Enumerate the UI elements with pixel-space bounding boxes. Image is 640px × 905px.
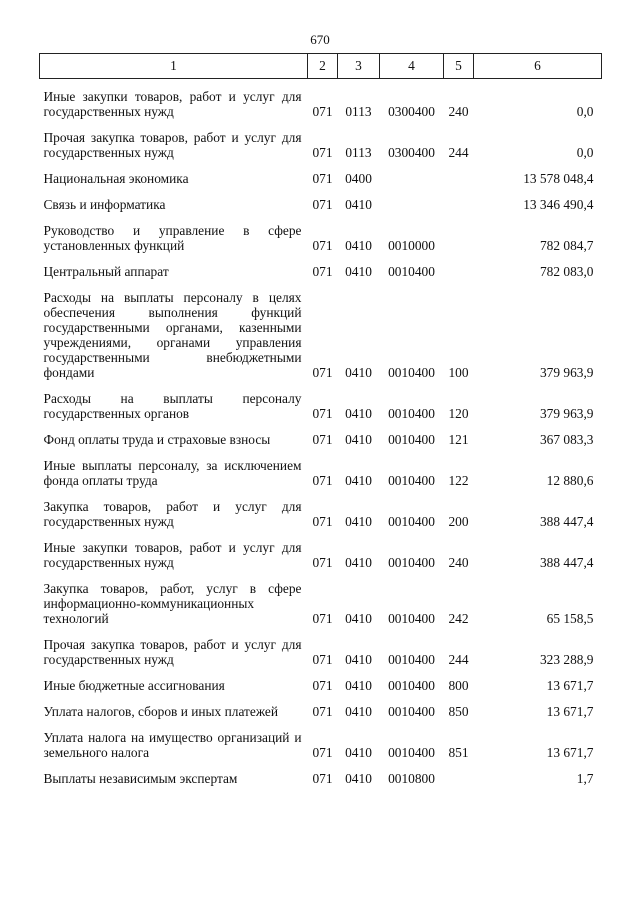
row-name: Руководство и управление в сфере установленных функций <box>43 223 302 253</box>
header-col-1: 1 <box>40 54 308 79</box>
row-code-4: 0010800 <box>388 771 435 786</box>
row-code-4 <box>380 189 444 215</box>
row-amount: 13 346 490,4 <box>523 197 594 212</box>
table-row <box>40 189 602 215</box>
row-amount: 367 083,3 <box>539 432 594 447</box>
page-number: 670 <box>310 32 330 47</box>
row-code-4: 0010400 <box>388 555 435 570</box>
table-row <box>40 532 602 573</box>
table-row <box>40 383 602 424</box>
row-name: Центральный аппарат <box>43 264 169 279</box>
table-row <box>40 450 602 491</box>
row-code-2: 071 <box>312 104 333 119</box>
row-code-3: 0410 <box>345 704 372 719</box>
row-code-3: 0410 <box>345 432 372 447</box>
header-col-6: 6 <box>474 54 602 79</box>
row-code-5: 240 <box>448 555 469 570</box>
table-row <box>40 256 602 282</box>
header-col-4: 4 <box>380 54 444 79</box>
row-amount: 13 578 048,4 <box>523 171 594 186</box>
row-code-5: 244 <box>448 652 469 667</box>
row-code-3: 0410 <box>345 611 372 626</box>
budget-table <box>39 53 602 789</box>
row-code-5: 851 <box>448 745 469 760</box>
row-code-3: 0400 <box>345 171 372 186</box>
row-code-4: 0010400 <box>388 652 435 667</box>
row-code-5: 100 <box>448 365 469 380</box>
row-code-3: 0410 <box>345 238 372 253</box>
row-amount: 12 880,6 <box>546 473 594 488</box>
header-col-3: 3 <box>338 54 380 79</box>
row-name: Национальная экономика <box>43 171 189 186</box>
row-code-2: 071 <box>312 264 333 279</box>
row-code-4: 0010400 <box>388 264 435 279</box>
row-code-5 <box>444 163 474 189</box>
row-code-2: 071 <box>312 555 333 570</box>
row-code-2: 071 <box>312 365 333 380</box>
row-code-5: 240 <box>448 104 469 119</box>
row-code-2: 071 <box>312 611 333 626</box>
row-code-4: 0300400 <box>388 145 435 160</box>
row-code-3: 0410 <box>345 555 372 570</box>
row-name: Иные бюджетные ассигнования <box>43 678 225 693</box>
row-code-3: 0410 <box>345 473 372 488</box>
table-row <box>40 670 602 696</box>
row-amount: 782 084,7 <box>539 238 594 253</box>
table-row <box>40 282 602 383</box>
row-code-2: 071 <box>312 652 333 667</box>
row-name: Расходы на выплаты персоналу в целях обеспечения выполнения функций государственными органами, казенными учреждениями, органами управления государственными внебюджетными фондами <box>43 290 302 380</box>
row-code-5: 200 <box>448 514 469 529</box>
row-code-4: 0010400 <box>388 704 435 719</box>
row-code-5 <box>444 763 474 789</box>
row-code-5: 244 <box>448 145 469 160</box>
row-code-4: 0010000 <box>388 238 435 253</box>
row-code-2: 071 <box>312 771 333 786</box>
row-code-4: 0010400 <box>388 514 435 529</box>
row-code-3: 0410 <box>345 365 372 380</box>
row-code-2: 071 <box>312 514 333 529</box>
row-name: Иные закупки товаров, работ и услуг для государственных нужд <box>43 89 302 119</box>
header-row <box>40 54 602 79</box>
row-name: Расходы на выплаты персоналу государственных органов <box>43 391 302 421</box>
row-amount: 0,0 <box>576 104 594 119</box>
row-code-3: 0410 <box>345 264 372 279</box>
row-amount: 782 083,0 <box>539 264 594 279</box>
row-code-5: 800 <box>448 678 469 693</box>
row-name: Прочая закупка товаров, работ и услуг для государственных нужд <box>43 637 302 667</box>
row-code-5: 850 <box>448 704 469 719</box>
row-code-5: 120 <box>448 406 469 421</box>
row-code-2: 071 <box>312 432 333 447</box>
header-col-5: 5 <box>444 54 474 79</box>
row-code-5: 242 <box>448 611 469 626</box>
row-code-2: 071 <box>312 704 333 719</box>
table-row <box>40 573 602 629</box>
row-code-2: 071 <box>312 145 333 160</box>
row-code-3: 0410 <box>345 514 372 529</box>
row-name: Прочая закупка товаров, работ и услуг для государственных нужд <box>43 130 302 160</box>
row-amount: 388 447,4 <box>539 555 594 570</box>
table-row <box>40 629 602 670</box>
row-amount: 388 447,4 <box>539 514 594 529</box>
table-row <box>40 424 602 450</box>
row-amount: 13 671,7 <box>546 745 594 760</box>
row-code-4: 0010400 <box>388 473 435 488</box>
row-code-2: 071 <box>312 745 333 760</box>
row-amount: 1,7 <box>576 771 594 786</box>
row-code-5 <box>444 189 474 215</box>
table-row <box>40 696 602 722</box>
row-name: Иные закупки товаров, работ и услуг для государственных нужд <box>43 540 302 570</box>
row-amount: 0,0 <box>576 145 594 160</box>
row-code-3: 0410 <box>345 652 372 667</box>
row-code-2: 071 <box>312 473 333 488</box>
row-code-5: 121 <box>448 432 469 447</box>
table-row <box>40 122 602 163</box>
row-code-2: 071 <box>312 406 333 421</box>
row-code-2: 071 <box>312 238 333 253</box>
row-code-4: 0010400 <box>388 432 435 447</box>
table-row <box>40 215 602 256</box>
row-code-3: 0113 <box>345 104 372 119</box>
row-name: Закупка товаров, работ и услуг для государственных нужд <box>43 499 302 529</box>
row-name: Иные выплаты персоналу, за исключением фонда оплаты труда <box>43 458 302 488</box>
row-code-5 <box>444 215 474 256</box>
row-code-3: 0410 <box>345 771 372 786</box>
header-col-2: 2 <box>308 54 338 79</box>
table-row <box>40 79 602 123</box>
row-amount: 13 671,7 <box>546 678 594 693</box>
row-code-2: 071 <box>312 197 333 212</box>
row-code-5: 122 <box>448 473 469 488</box>
row-code-4 <box>380 163 444 189</box>
table-body <box>40 79 602 790</box>
row-name: Уплата налогов, сборов и иных платежей <box>43 704 279 719</box>
row-amount: 379 963,9 <box>539 406 594 421</box>
row-code-4: 0010400 <box>388 611 435 626</box>
row-code-3: 0410 <box>345 406 372 421</box>
row-code-3: 0113 <box>345 145 372 160</box>
row-code-3: 0410 <box>345 745 372 760</box>
table-row <box>40 491 602 532</box>
row-name: Закупка товаров, работ, услуг в сфере информационно-коммуникационных технологий <box>43 581 302 626</box>
row-amount: 13 671,7 <box>546 704 594 719</box>
row-code-4: 0010400 <box>388 745 435 760</box>
row-amount: 323 288,9 <box>539 652 594 667</box>
row-code-4: 0300400 <box>388 104 435 119</box>
row-name: Фонд оплаты труда и страховые взносы <box>43 432 271 447</box>
row-code-3: 0410 <box>345 197 372 212</box>
row-name: Выплаты независимым экспертам <box>43 771 238 786</box>
row-code-3: 0410 <box>345 678 372 693</box>
row-name: Уплата налога на имущество организаций и земельного налога <box>43 730 302 760</box>
table-row <box>40 763 602 789</box>
table-header <box>40 54 602 79</box>
row-code-2: 071 <box>312 171 333 186</box>
table-row <box>40 163 602 189</box>
row-name: Связь и информатика <box>43 197 166 212</box>
row-code-4: 0010400 <box>388 365 435 380</box>
row-code-5 <box>444 256 474 282</box>
table-row <box>40 722 602 763</box>
row-amount: 65 158,5 <box>546 611 594 626</box>
row-code-4: 0010400 <box>388 678 435 693</box>
row-amount: 379 963,9 <box>539 365 594 380</box>
row-code-4: 0010400 <box>388 406 435 421</box>
row-code-2: 071 <box>312 678 333 693</box>
